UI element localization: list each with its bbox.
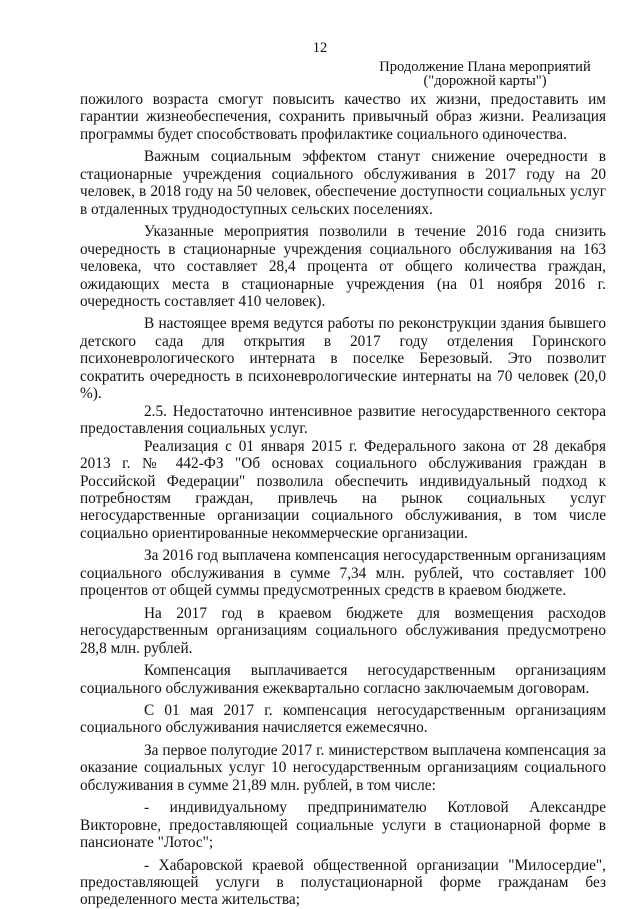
body-text: [80, 91, 606, 909]
continuation-line-1: Продолжение Плана мероприятий: [379, 59, 591, 75]
paragraph-monthly-payment: С 01 мая 2017 г. компенсация негосударственным организациям социального обслуживания начисляется ежемесячно.: [80, 701, 606, 737]
list-item-kotlova: - индивидуальному предпринимателю Котловой Александре Викторовне, предоставляющей социальные услуги в стационарной форме в пансионате "Лотос";: [80, 799, 606, 852]
list-item-miloserdie: - Хабаровской краевой общественной организации "Милосердие", предоставляющей услуги в полустационарной форме гражданам без определенного места жительства;: [80, 856, 606, 909]
paragraph-continued: пожилого возраста смогут повысить качество их жизни, предоставить им гарантии жизнеобеспечения, сохранить привычный образ жизни. Реализация программы будет способствовать профилактике социального одиночества.: [80, 91, 606, 143]
paragraph-queue-reduction: Указанные мероприятия позволили в течение 2016 года снизить очередность в стационарные учреждения социального обслуживания на 163 человека, что составляет 28,4 процента от общего количества граждан, ожидающих места в стационарные учреждения (на 01 ноября 2016 г. очередность составляет 410 человек).: [80, 223, 606, 310]
continuation-line-2: ("дорожной карты"): [423, 73, 547, 89]
paragraph-first-half-2017: За первое полугодие 2017 г. министерством выплачена компенсация за оказание социальных услуг 10 негосударственным организациям социального обслуживания в сумме 21,89 млн. рублей, в том числе:: [80, 741, 606, 794]
continuation-header: [370, 60, 600, 88]
paragraph-quarterly-payment: Компенсация выплачивается негосударственным организациям социального обслуживания ежеквартально согласно заключаемым договорам.: [80, 662, 606, 697]
paragraph-social-effect: Важным социальным эффектом станут снижение очередности в стационарные учреждения социального обслуживания в 2017 году на 20 человек, в 2018 году на 50 человек, обеспечение доступности социальных услуг в отдаленных труднодоступных сельских поселениях.: [80, 148, 606, 218]
paragraph-reconstruction: В настоящее время ведутся работы по реконструкции здания бывшего детского сада для открытия в 2017 году отделения Горинского психоневрологического интерната в поселке Березовый. Это позволит сократить очередность в психоневрологические интернаты на 70 человек (20,0 %).: [80, 315, 606, 403]
paragraph-budget-2017: На 2017 год в краевом бюджете для возмещения расходов негосударственным организациям социального обслуживания предусмотрено 28,8 млн. рублей.: [80, 604, 606, 657]
paragraph-federal-law: Реализация с 01 января 2015 г. Федерального закона от 28 декабря 2013 г. № 442-ФЗ "Об основах социального обслуживания граждан в Российской Федерации" позволила обеспечить индивидуальный подход к потребностям граждан, привлечь на рынок социальных услуг негосударственные организации социального обслуживания, в том числе социально ориентированные некоммерческие организации.: [80, 437, 606, 542]
paragraph-compensation-2016: За 2016 год выплачена компенсация негосударственным организациям социального обслуживания в сумме 7,34 млн. рублей, что составляет 100 процентов от общей суммы предусмотренных средств в краевом бюджете.: [80, 547, 606, 600]
page-number: 12: [312, 40, 328, 56]
section-heading-2-5: 2.5. Недостаточно интенсивное развитие негосударственного сектора предоставления социальных услуг.: [80, 402, 606, 438]
